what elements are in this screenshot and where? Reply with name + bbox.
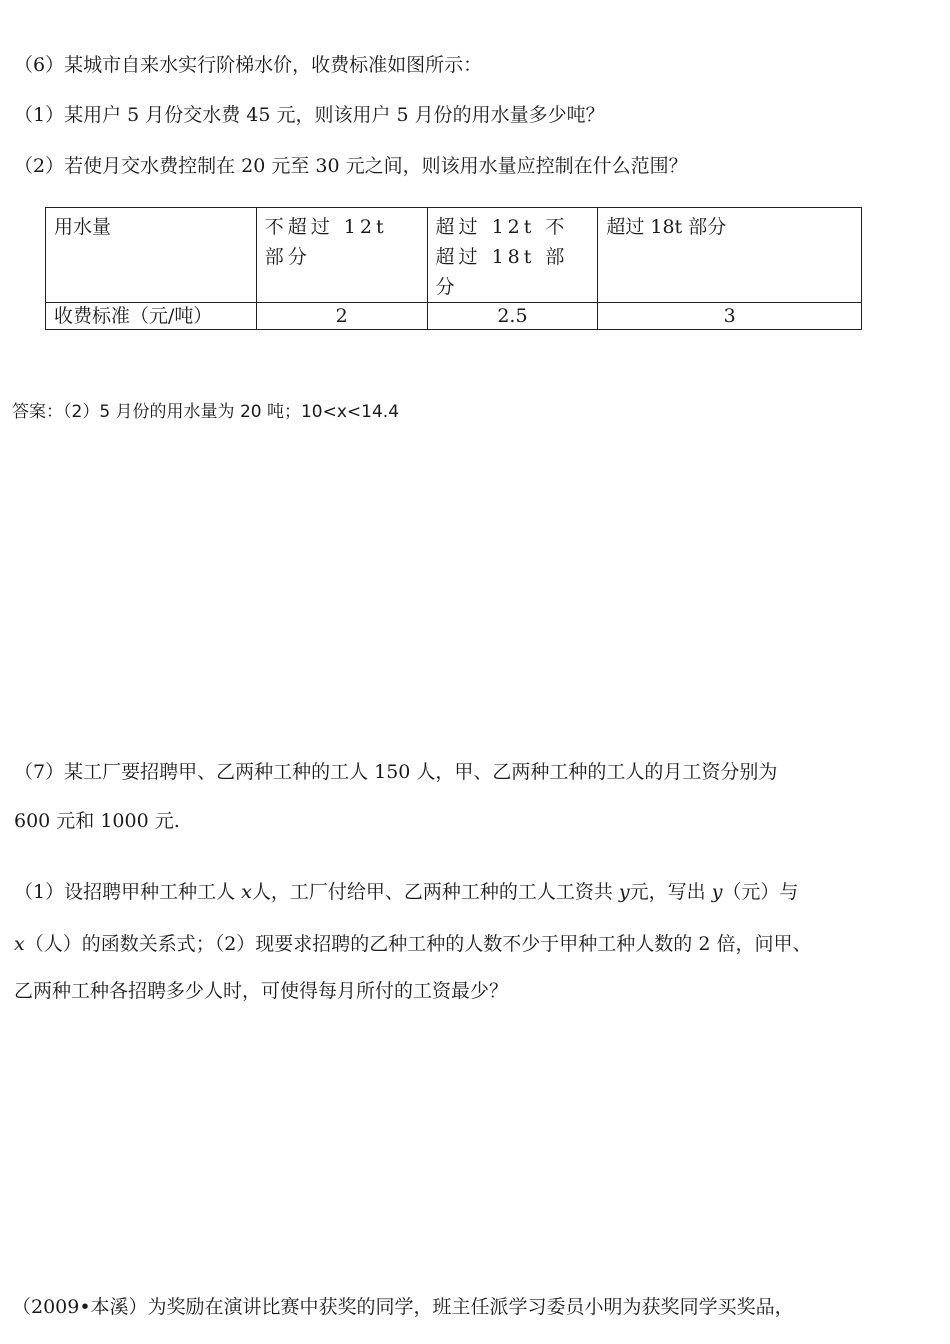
header-cell-usage: 用水量 [46,208,257,303]
q6-title: （6）某城市自来水实行阶梯水价，收费标准如图所示： [14,54,483,76]
table-header-row [46,208,862,303]
header-cell-tier1: 不超过 12t 部分 [256,208,427,303]
q6-part2: （2）若使月交水费控制在 20 元至 30 元之间，则该用水量应控制在什么范围？ [14,155,688,177]
q8-line1: （2009•本溪）为奖励在演讲比赛中获奖的同学，班主任派学习委员小明为获奖同学买奖品， [12,1296,794,1318]
value-cell-tier2: 2.5 [427,303,598,330]
q7-line4-rest: （人）的函数关系式；（2）现要求招聘的乙种工种的人数不少于甲种工种人数的 2 倍，问甲、 [24,933,812,955]
q7-line4 [14,929,811,956]
variable-y: y [618,881,630,903]
q6-answer: 答案：（2）5 月份的用水量为 20 吨；10<x<14.4 [12,402,400,422]
header-cell-tier2: 超过 12t 不超过 18t 部分 [427,208,598,303]
value-cell-tier1: 2 [256,303,427,330]
q7-line3-part-b: 人，工厂付给甲、乙两种工种的工人工资共 [251,881,619,903]
table-row [46,303,862,330]
q7-line5: 乙两种工种各招聘多少人时，可使得每月所付的工资最少？ [14,980,509,1002]
q6-part1: （1）某用户 5 月份交水费 45 元，则该用户 5 月份的用水量多少吨？ [14,104,605,126]
q7-line3 [14,877,798,904]
q7-line3-part-c: 元，写出 [629,881,712,903]
row-label-cell: 收费标准（元/吨） [46,303,257,330]
water-rate-table [45,207,862,330]
header-cell-tier3: 超过 18t 部分 [598,208,862,303]
value-cell-tier3: 3 [598,303,862,330]
q7-line1: （7）某工厂要招聘甲、乙两种工种的工人 150 人，甲、乙两种工种的工人的月工资分别为 [14,761,778,783]
q7-line3-part-a: （1）设招聘甲种工种工人 [14,881,242,903]
variable-x-2: x [14,933,25,955]
q7-line2: 600 元和 1000 元. [14,810,180,832]
variable-x: x [241,881,252,903]
q7-line3-part-d: （元）与 [722,881,799,903]
variable-y-2: y [711,881,723,903]
